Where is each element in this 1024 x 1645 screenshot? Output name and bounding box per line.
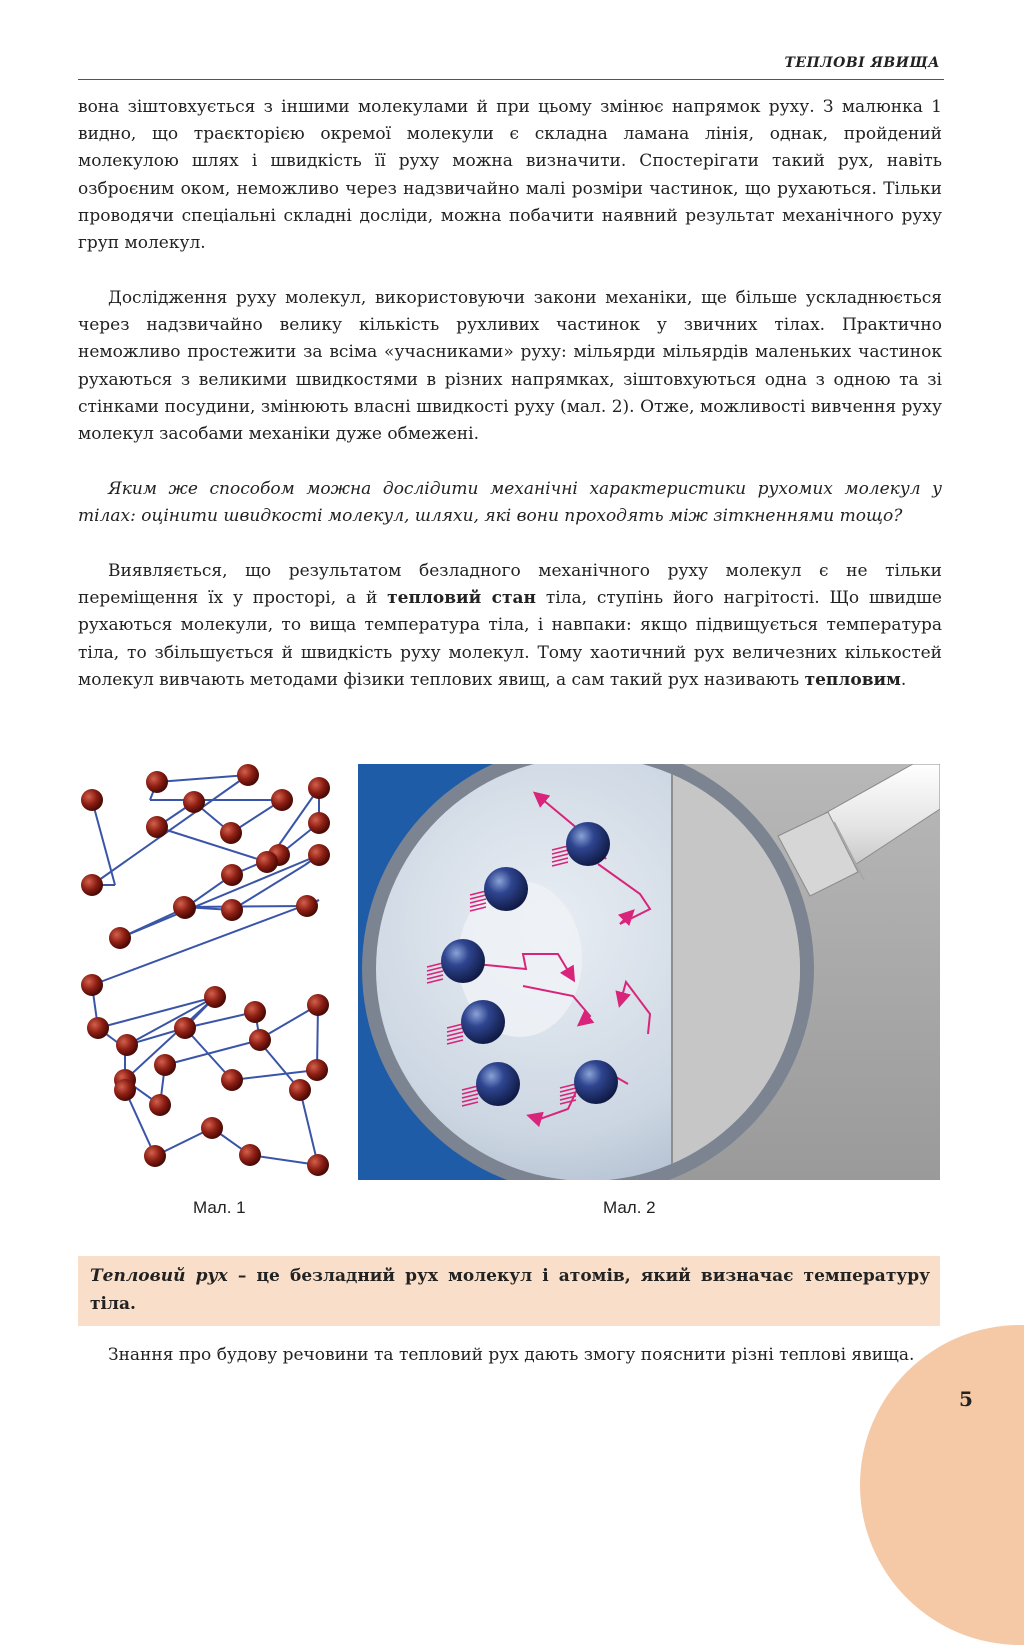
molecule-dot xyxy=(239,1144,261,1166)
figure-2-caption: Мал. 2 xyxy=(603,1198,656,1217)
molecule-dot xyxy=(256,851,278,873)
definition-text xyxy=(90,1263,930,1318)
molecule-dot xyxy=(221,899,243,921)
molecule-dot xyxy=(237,764,259,786)
molecule-dot xyxy=(116,1034,138,1056)
molecule-dot xyxy=(146,771,168,793)
molecule-dot xyxy=(109,927,131,949)
trajectory-segment xyxy=(232,1070,317,1080)
molecule-dot xyxy=(220,822,242,844)
molecule-dot xyxy=(201,1117,223,1139)
molecule-dot xyxy=(81,789,103,811)
molecule-dot xyxy=(81,974,103,996)
molecule-dot xyxy=(221,1069,243,1091)
molecule-dot xyxy=(308,812,330,834)
header-divider xyxy=(78,79,944,80)
page-number: 5 xyxy=(959,1387,973,1411)
paragraph-4 xyxy=(78,558,942,694)
paragraph-4-part-2: тіла, ступінь його нагрітості. Що швидше рухаються молекули, то вища температура тіла, і навпаки: якщо підвищується температура тіла, то збільшується й швидкість руху молекул. Тому хаотичний рух величезних кількостей молекул вивчають методами фізики теплових явищ, а сам такий рух називають xyxy=(78,588,942,690)
paragraph-1: вона зіштовхується з іншими молекулами й при цьому змінює напрямок руху. З малюнка 1 видно, що траєкторією окремої молекули є складна ламана лінія, однак, пройдений молекулою шлях і швидкість її руху можна визначити. Спостерігати такий рух, навіть озброєним оком, неможливо через надзвичайно малі розміри частинок, що рухаються. Тільки проводячи спеціальні складні досліди, можна побачити наявний результат механічного руху груп молекул. xyxy=(78,97,942,254)
molecule-dot xyxy=(114,1079,136,1101)
figure-2-magnifier xyxy=(358,764,940,1180)
molecule-dot xyxy=(249,1029,271,1051)
molecule-dot xyxy=(144,1145,166,1167)
trajectory-segment xyxy=(157,827,267,862)
molecule-dot xyxy=(146,816,168,838)
trajectory-segment xyxy=(165,1040,260,1065)
definition-body: – це безладний рух молекул і атомів, який визначає температуру тіла. xyxy=(90,1266,930,1314)
paragraph-4-part-1: Виявляється, що результатом безладного механічного руху молекул є не тільки переміщення їх у просторі, а й xyxy=(78,561,942,609)
term-thermal: тепловим xyxy=(804,669,901,690)
molecule-dot xyxy=(289,1079,311,1101)
trajectory-segment xyxy=(184,906,307,907)
molecule-dot xyxy=(308,844,330,866)
molecule-dot xyxy=(183,791,205,813)
molecule-dot xyxy=(149,1094,171,1116)
molecule-dot xyxy=(173,896,195,918)
trajectory-segment xyxy=(157,775,248,782)
molecule-dot xyxy=(81,874,103,896)
trajectory-segment xyxy=(120,855,319,938)
molecule-dot xyxy=(307,994,329,1016)
molecule-dot xyxy=(244,1001,266,1023)
molecule-dot xyxy=(306,1059,328,1081)
trajectory-lines xyxy=(92,775,319,1165)
molecule-dot xyxy=(221,864,243,886)
molecule-dot xyxy=(87,1017,109,1039)
running-header: ТЕПЛОВІ ЯВИЩА xyxy=(784,55,940,71)
figure-1-trajectory xyxy=(70,760,345,1180)
molecule-dot xyxy=(204,986,226,1008)
molecule-dot xyxy=(271,789,293,811)
molecule-dot xyxy=(174,1017,196,1039)
molecule-dot xyxy=(296,895,318,917)
trajectory-segment xyxy=(300,1090,318,1165)
molecule-dot xyxy=(154,1054,176,1076)
term-thermal-state: тепловий стан xyxy=(387,588,536,609)
paragraph-2: Дослідження руху молекул, використовуючи закони механіки, ще більше ускладнюється через надзвичайно велику кількість рухливих частинок у звичних тілах. Практично неможливо простежити за всіма «учасниками» руху: мільярди мільярдів маленьких частинок рухаються з великими швидкостями в різних напрямках, зіштовхуються одна з одною та зі стінками посудини, змінюють власні швидкості руху (мал. 2). Отже, можливості вивчення руху молекул засобами механіки дуже обмежені. xyxy=(78,288,942,445)
paragraph-question: Яким же способом можна дослідити механічні характеристики рухомих молекул у тілах: оцінити швидкості молекул, шляхи, які вони проходять між зіткненнями тощо? xyxy=(78,479,942,527)
paragraph-5: Знання про будову речовини та тепловий рух дають змогу пояснити різні теплові явища. xyxy=(108,1345,915,1365)
paragraph-4-end: . xyxy=(900,669,907,690)
definition-term: Тепловий рух xyxy=(90,1266,228,1286)
figure-1-caption: Мал. 1 xyxy=(193,1198,246,1217)
molecule-dot xyxy=(307,1154,329,1176)
page-corner-decoration xyxy=(860,1325,1024,1645)
molecule-dot xyxy=(308,777,330,799)
